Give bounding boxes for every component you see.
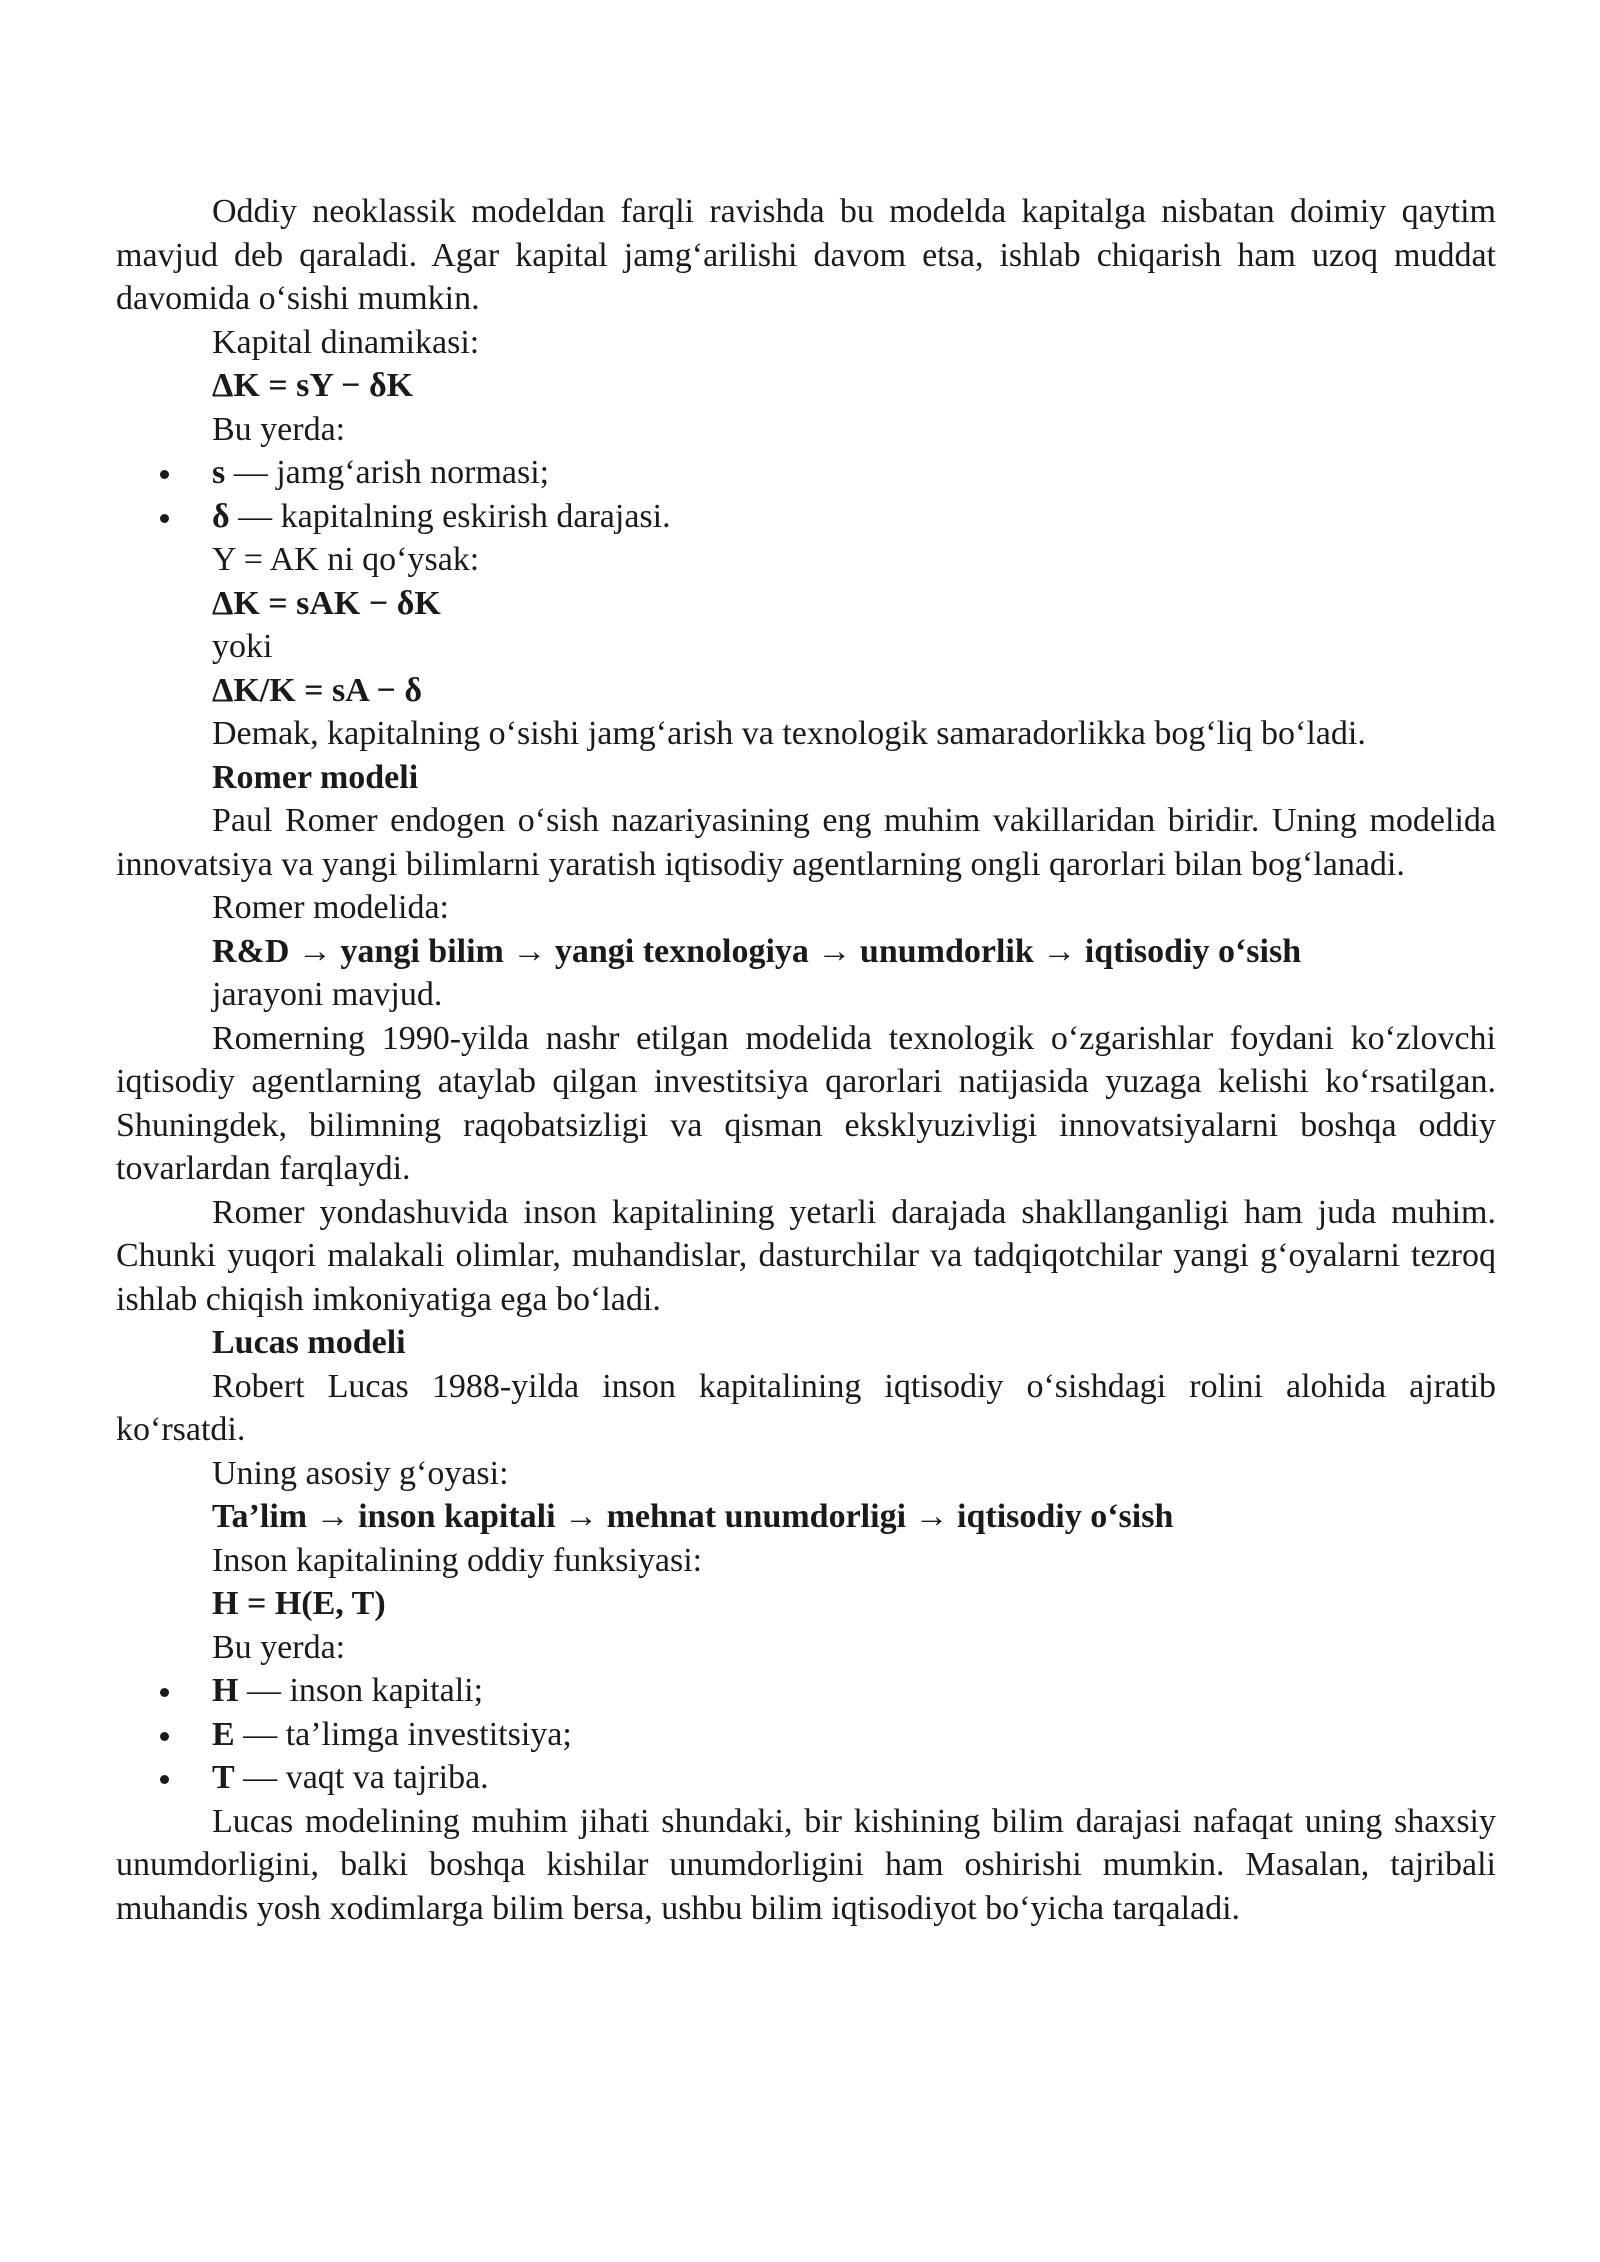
formula-romer-chain: R&D → yangi bilim → yangi texnologiya → unumdorlik → iqtisodiy o‘sish [212,932,1302,970]
formula-capital-ak: ΔK = sAK − δK [212,584,441,622]
text-line: yoki [212,628,273,665]
paragraph: Oddiy neoklassik modeldan farqli ravishda bu modelda kapitalga nisbatan doimiy qaytim mavjud deb qaraladi. Agar kapital jamg‘arilishi davom etsa, ishlab chiqarish ham uzoq muddat davomida o‘sishi mumkin. [116,193,1496,317]
bullet-icon [160,1732,169,1741]
bullet-icon [160,470,169,479]
formula-capital-growth-rate: ΔK/K = sA − δ [212,671,422,709]
bullet-text: — vaqt va tajriba. [234,1759,489,1796]
bullet-text: — ta’limga investitsiya; [234,1715,572,1753]
bullet-symbol: T [212,1759,235,1796]
bullet-icon [160,1775,169,1784]
paragraph: Romerning 1990-yilda nashr etilgan modelida texnologik o‘zgarishlar foydani ko‘zlovchi iqtisodiy agentlarning ataylab qilgan investitsiya qarorlari natijasida yuzaga kelishi ko‘rsatilgan. Shuningdek, bilimning raqobatsizligi va qisman eksklyuzivligi innovatsiyalarni boshqa oddiy tovarlardan farqlaydi. [116,1019,1496,1187]
formula-human-capital: H = H(E, T) [212,1585,386,1622]
bullet-text: — inson kapitali; [238,1672,484,1709]
list-item [116,495,1496,539]
bullet-symbol: δ [212,497,230,535]
text-line: Inson kapitalining oddiy funksiyasi: [212,1541,703,1579]
text-line: Y = AK ni qo‘ysak: [212,541,480,578]
text-line: Uning asosiy g‘oyasi: [212,1454,509,1492]
text-line: jarayoni mavjud. [212,976,443,1013]
bullet-text: — kapitalning eskirish darajasi. [229,497,671,535]
list-item [116,1756,1496,1800]
bullet-symbol: H [212,1672,239,1709]
text-line: Bu yerda: [212,410,346,448]
list-item [116,1713,1496,1757]
paragraph: Paul Romer endogen o‘sish nazariyasining eng muhim vakillaridan biridir. Uning modelida innovatsiya va yangi bilimlarni yaratish iqtisodiy agentlarning ongli qarorlari bilan bog‘lanadi. [116,802,1496,883]
formula-capital-dynamics: ΔK = sY − δK [212,367,414,404]
text-line: Bu yerda: [212,1628,346,1666]
list-item [116,1669,1496,1713]
bullet-symbol: E [212,1715,235,1753]
paragraph: Demak, kapitalning o‘sishi jamg‘arish va texnologik samaradorlikka bog‘liq bo‘ladi. [212,715,1366,752]
list-item [116,451,1496,495]
section-heading-lucas: Lucas modeli [212,1324,406,1361]
section-heading-romer: Romer modeli [212,758,419,796]
bullet-list [116,1669,1496,1800]
paragraph: Robert Lucas 1988-yilda inson kapitalining iqtisodiy o‘sishdagi rolini alohida ajratib ko‘rsatdi. [116,1367,1496,1448]
paragraph: Lucas modelining muhim jihati shundaki, bir kishining bilim darajasi nafaqat uning shaxsiy unumdorligini, balki boshqa kishilar unumdorligini ham oshirishi mumkin. Masalan, tajribali muhandis yosh xodimlarga bilim bersa, ushbu bilim iqtisodiyot bo‘yicha tarqaladi. [116,1802,1496,1927]
text-line: Romer modelida: [212,889,450,926]
document-page [116,190,1496,1930]
text-line: Kapital dinamikasi: [212,323,480,361]
paragraph: Romer yondashuvida inson kapitalining yetarli darajada shakllanganligi ham juda muhim. Chunki yuqori malakali olimlar, muhandislar, dasturchilar va tadqiqotchilar yangi g‘oyalarni tezroq ishlab chiqish imkoniyatiga ega bo‘ladi. [116,1193,1496,1318]
bullet-symbol: s [212,454,226,491]
bullet-list [116,451,1496,538]
bullet-icon [160,514,169,523]
formula-lucas-chain: Ta’lim → inson kapitali → mehnat unumdorligi → iqtisodiy o‘sish [212,1498,1174,1535]
bullet-text: — jamg‘arish normasi; [225,454,550,491]
bullet-icon [160,1688,169,1697]
